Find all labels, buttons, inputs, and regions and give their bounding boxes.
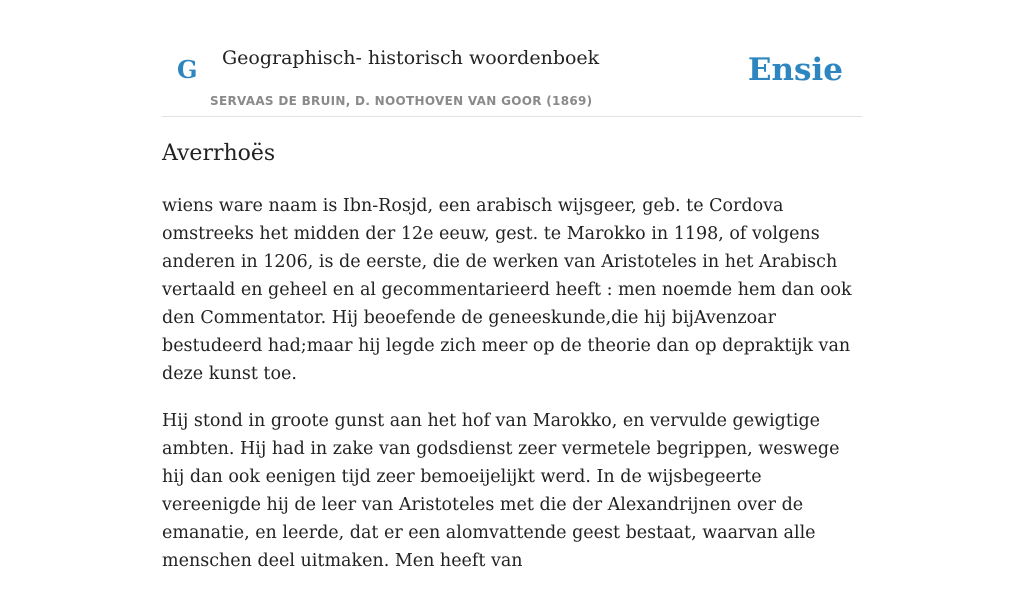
book-header (162, 0, 862, 117)
entry-paragraph: wiens ware naam is Ibn-Rosjd, een arabisch wijsgeer, geb. te Cordova omstreeks het midden der 12e eeuw, gest. te Marokko in 1198, of volgens anderen in 1206, is de eerste, die de werken van Aristoteles in het Arabisch vertaald en geheel en al gecommentarieerd heeft : men noemde hem dan ook den Commentator. Hij beoefende de geneeskunde,die hij bijAvenzoar bestudeerd had;maar hij legde zich meer op de theorie dan op depraktijk van deze kunst toe. (162, 196, 852, 384)
book-logo-icon[interactable]: G (177, 55, 198, 84)
entry-paragraph: Hij stond in groote gunst aan het hof van Marokko, en vervulde gewigtige ambten. Hij had in zake van godsdienst zeer vermetele begrippen, weswege hij dan ook eenigen tijd zeer bemoeijelijkt werd. In de wijsbegeerte vereenigde hij de leer van Aristoteles met die der Alexandrijnen over de emanatie, en leerde, dat er een alomvattende geest bestaat, waarvan alle menschen deel uitmaken. Men heeft van (162, 411, 840, 571)
book-author: SERVAAS DE BRUIN, D. NOOTHOVEN VAN GOOR (1869) (210, 94, 593, 108)
ensie-logo[interactable]: Ensie (747, 52, 843, 88)
entry-body (162, 192, 862, 594)
entry-title: Averrhoës (162, 141, 276, 166)
book-title[interactable]: Geographisch- historisch woordenboek (222, 47, 600, 69)
